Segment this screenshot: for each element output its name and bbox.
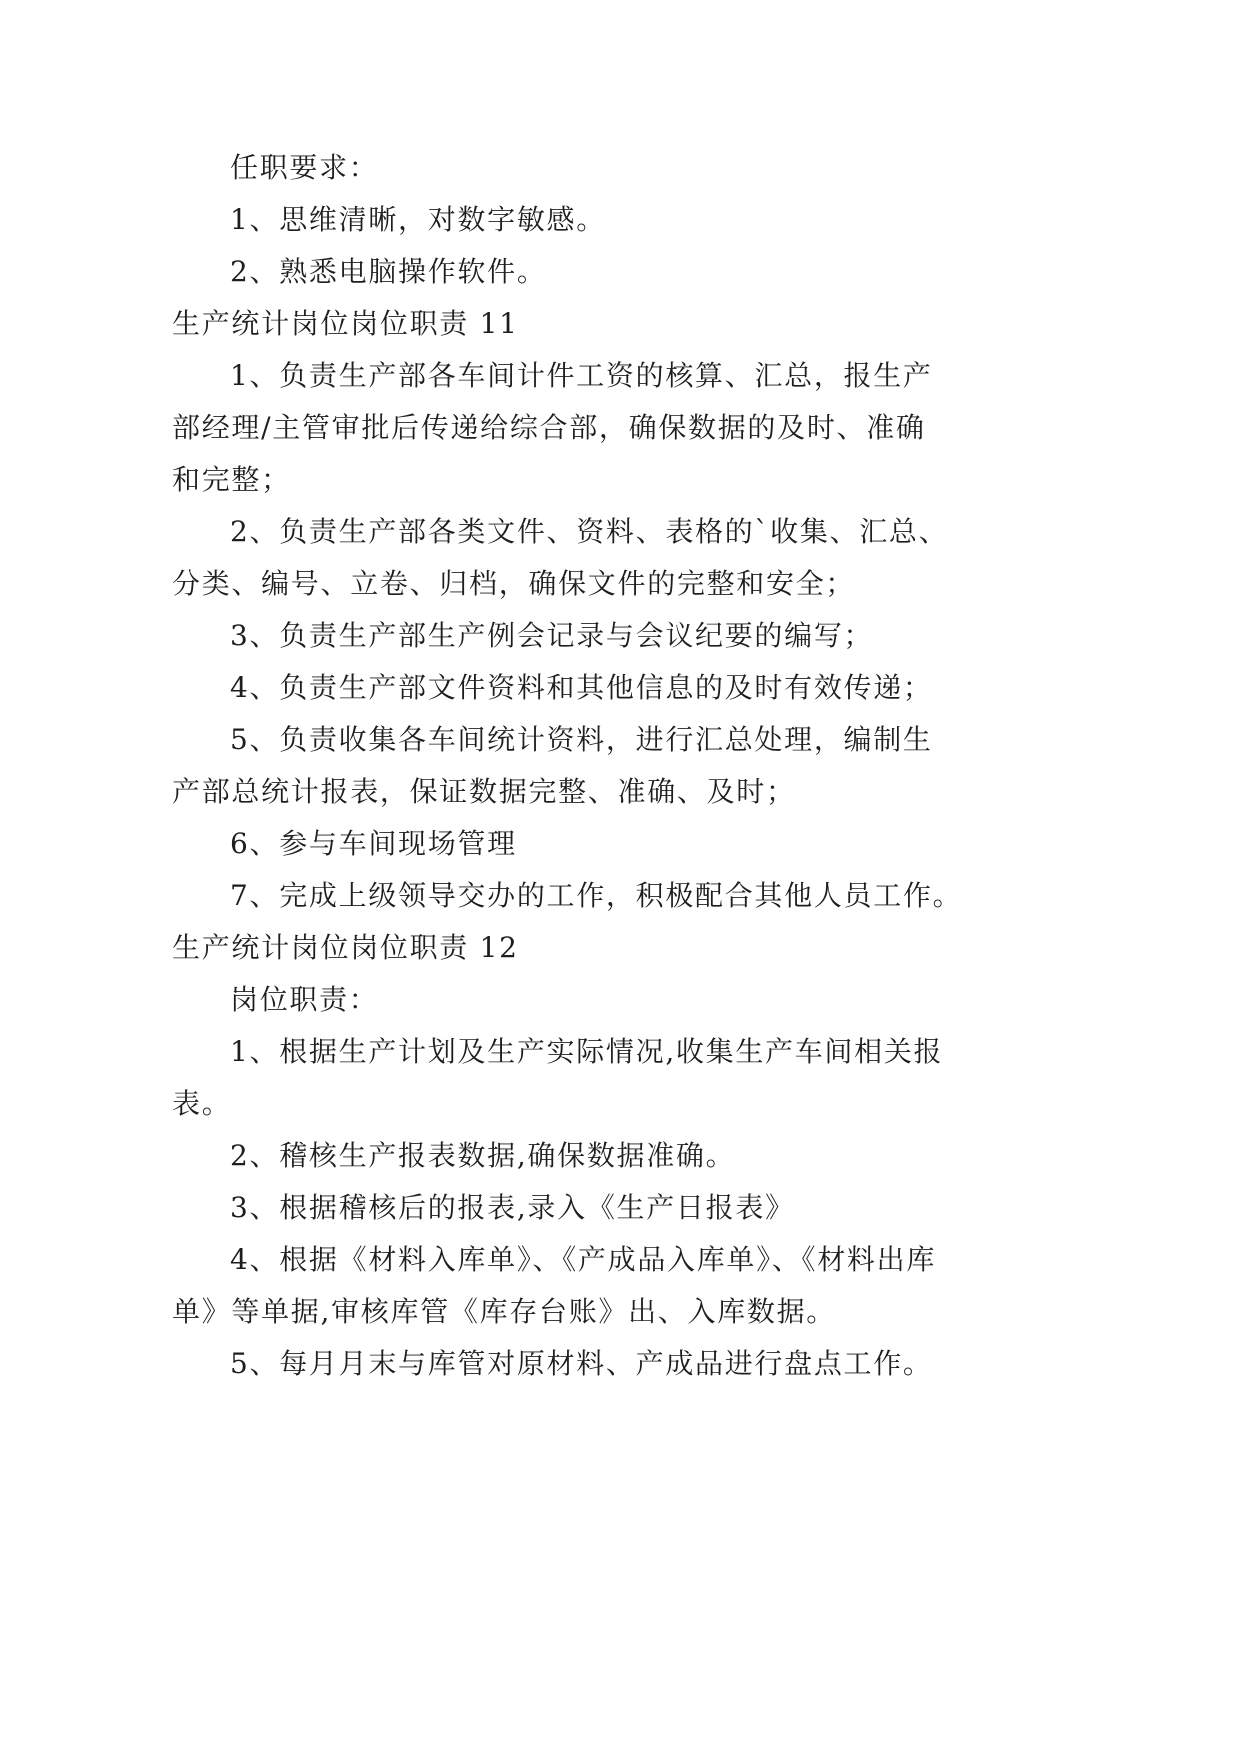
paragraph [172, 1130, 1072, 1182]
paragraph-line: 1、思维清晰，对数字敏感。 [230, 203, 606, 236]
paragraph [172, 870, 1072, 922]
paragraph [172, 506, 1072, 610]
paragraph [172, 194, 1072, 246]
paragraph-line: 表。 [172, 1087, 232, 1120]
paragraph-line: 7、完成上级领导交办的工作，积极配合其他人员工作。 [230, 879, 963, 912]
paragraph [172, 610, 1072, 662]
paragraph-line: 6、参与车间现场管理 [230, 827, 517, 860]
paragraph [172, 1338, 1072, 1390]
paragraph-line: 4、负责生产部文件资料和其他信息的及时有效传递； [230, 671, 933, 704]
paragraph-line: 4、根据《材料入库单》、《产成品入库单》、《材料出库 [230, 1243, 937, 1276]
section-heading: 岗位职责： [230, 983, 379, 1016]
paragraph-line: 单》等单据,审核库管《库存台账》出、入库数据。 [172, 1295, 837, 1328]
document-body [172, 142, 1072, 1390]
paragraph-line: 2、熟悉电脑操作软件。 [230, 255, 547, 288]
paragraph [172, 246, 1072, 298]
section-heading: 任职要求： [230, 151, 379, 184]
paragraph [172, 1182, 1072, 1234]
section-title: 生产统计岗位岗位职责 11 [172, 307, 519, 340]
paragraph [172, 662, 1072, 714]
paragraph [172, 1234, 1072, 1338]
paragraph-line: 3、根据稽核后的报表,录入《生产日报表》 [230, 1191, 795, 1224]
paragraph-line: 1、负责生产部各车间计件工资的核算、汇总，报生产 [230, 359, 933, 392]
paragraph-line: 和完整； [172, 463, 291, 496]
paragraph [172, 714, 1072, 818]
paragraph-line: 1、根据生产计划及生产实际情况,收集生产车间相关报 [230, 1035, 944, 1068]
paragraph [172, 818, 1072, 870]
paragraph-line: 2、负责生产部各类文件、资料、表格的`收集、汇总、 [230, 515, 949, 548]
paragraph-line: 5、每月月末与库管对原材料、产成品进行盘点工作。 [230, 1347, 933, 1380]
paragraph-line: 5、负责收集各车间统计资料，进行汇总处理，编制生 [230, 723, 933, 756]
paragraph [172, 1026, 1072, 1130]
paragraph-line: 2、稽核生产报表数据,确保数据准确。 [230, 1139, 736, 1172]
paragraph [172, 350, 1072, 506]
section-title: 生产统计岗位岗位职责 12 [172, 931, 519, 964]
paragraph-line: 3、负责生产部生产例会记录与会议纪要的编写； [230, 619, 874, 652]
paragraph-line: 部经理/主管审批后传递给综合部，确保数据的及时、准确 [172, 411, 926, 444]
paragraph-line: 产部总统计报表，保证数据完整、准确、及时； [172, 775, 796, 808]
paragraph-line: 分类、编号、立卷、归档，确保文件的完整和安全； [172, 567, 856, 600]
